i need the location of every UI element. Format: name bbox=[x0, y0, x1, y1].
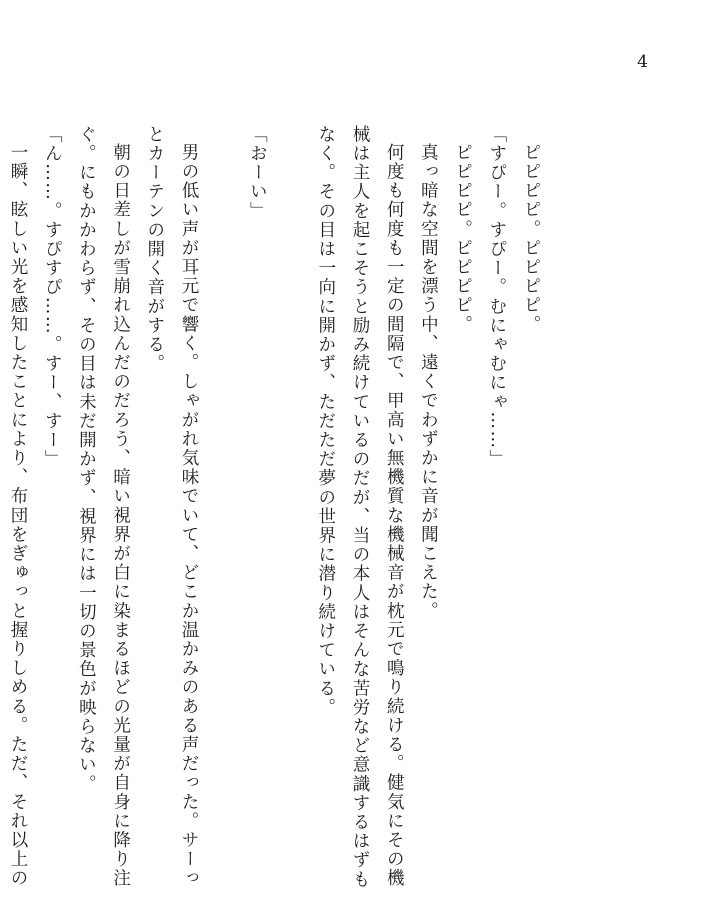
text-line: 一瞬、眩しい光を感知したことにより、布団をぎゅっと握りしめる。ただ、それ以上の bbox=[7, 142, 28, 888]
text-line: ピピピピ。ピピピピ。 bbox=[521, 142, 541, 334]
vertical-text-body bbox=[0, 125, 548, 889]
text-line: 械は主人を起こそうと励み続けているのだが、当の本人はそんな苦労など意識するはずも bbox=[349, 125, 370, 889]
text-line: ぐ。にもかかわらず、その目は未だ開かず、視界には一切の景色が映らない。 bbox=[76, 125, 97, 794]
text-line: とカーテンの開く音がする。 bbox=[144, 125, 165, 374]
text-line: 「すぴー。すぴー。むにゃむにゃ……」 bbox=[486, 125, 507, 469]
text-line: 「おーい」 bbox=[247, 125, 268, 221]
text-line: 何度も何度も一定の間隔で、甲高い無機質な機械音が枕元で鳴り続ける。健気にその機 bbox=[384, 142, 405, 888]
text-line: 男の低い声が耳元で響く。しゃがれ気味でいて、どこか温かみのある声だった。サーっ bbox=[179, 142, 199, 888]
text-line: 真っ暗な空間を漂う中、遠くでわずかに音が聞こえた。 bbox=[418, 142, 439, 620]
page-number: 4 bbox=[637, 52, 648, 72]
text-line: なく。その目は一向に開かず、ただただ夢の世界に潜り続けている。 bbox=[315, 125, 336, 718]
text-line: ピピピピ。ピピピピ。 bbox=[452, 142, 473, 334]
text-line: 朝の日差しが雪崩れ込んだのだろう、暗い視界が白に染まるほどの光量が自身に降り注 bbox=[110, 142, 131, 888]
blank-line bbox=[206, 125, 240, 885]
text-line: 「ん……。すぴすぴ……。すー、すー」 bbox=[42, 125, 63, 469]
blank-line bbox=[274, 125, 308, 885]
